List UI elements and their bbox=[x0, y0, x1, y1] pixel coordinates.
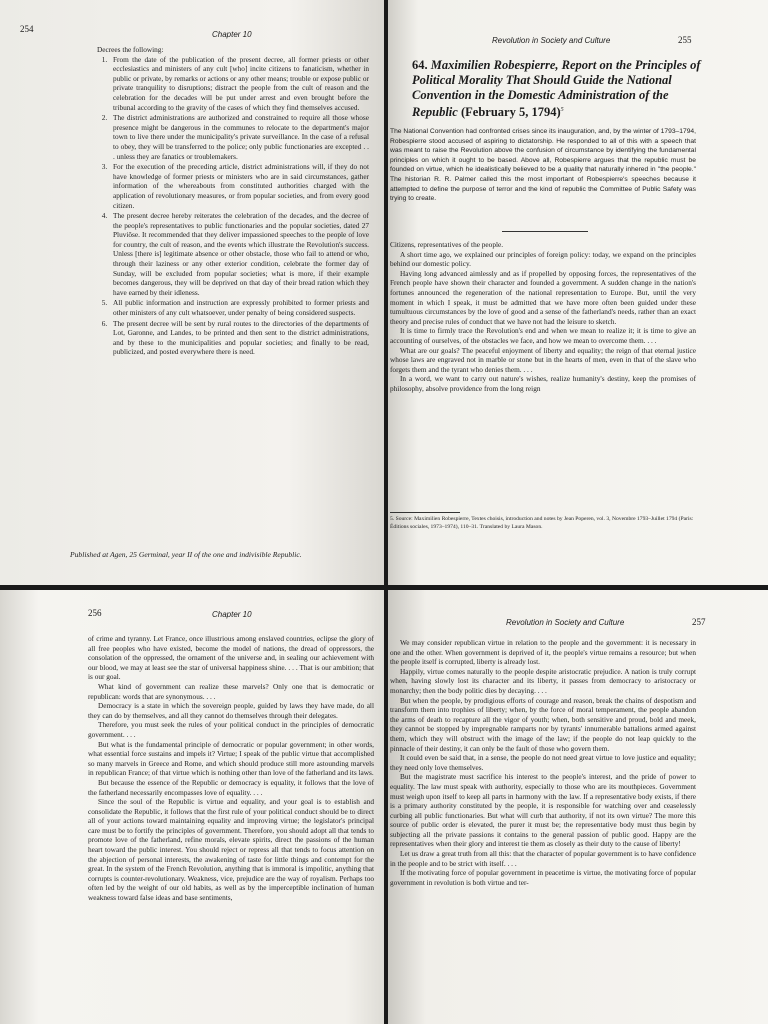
document-title-main: Maximilien Robespierre, Report on the Principles of Political Morality That Should Guide the National Convention in the Domestic Administration of the Republic bbox=[412, 58, 701, 120]
introduction bbox=[390, 127, 696, 204]
footnote: 5. Source: Maximilien Robespierre, Textes choisis, introduction and notes by Jean Poperen, vol. 3, Novembre 1793–Juillet 1794 (Paris: Éditions sociales, 1973–1974), 110–31. Translated by Laura Mason. bbox=[390, 516, 694, 530]
paragraph: It could even be said that, in a sense, the people do not need great virtue to love justice and equality; they need only love themselves. bbox=[390, 753, 696, 772]
footnote-marker: 5 bbox=[560, 107, 564, 113]
paragraph: In a word, we want to carry out nature's wishes, realize humanity's destiny, keep the promises of philosophy, absolve providence from the long reign bbox=[390, 374, 696, 393]
paragraph: Happily, virtue comes naturally to the people despite aristocratic prejudice. A nation is truly corrupt when, having slowly lost its character and its liberty, it passes from democracy to aristocracy or monarchy; then the body politic dies by decaying. . . . bbox=[390, 666, 696, 695]
speech-text bbox=[390, 638, 696, 887]
decree-item: 2. The district administrations are authorized and constrained to require all those whose presence might be dangerous in the communes to relocate to the department's major town to live there under the municipality's private surveillance. In the case of a refusal to obey, they will be transferred to the police; only public functionaries are excepted . . . unless they are fanatics or troublemakers. bbox=[109, 113, 369, 161]
running-head: Chapter 10 bbox=[212, 610, 252, 619]
page-255 bbox=[388, 0, 768, 585]
paragraph: But when the people, by prodigious efforts of courage and reason, break the chains of despotism and transform them into trophies of liberty; when, by the force of moral temperament, the people abandon the arms of death to recapture all the vigor of youth; when, both sensitive and proud, bold and meek, they cannot be stopped by impregnable ramparts nor by tyrants' innumerable battalions armed against them, which they will obstruct with the image of the law; if the people do not leap quickly to the pinnacle of their destiny, it can only be the fault of those who govern them. bbox=[390, 695, 696, 753]
page-257 bbox=[388, 590, 768, 1024]
paragraph: But the magistrate must sacrifice his interest to the people's interest, and the pride of power to equality. The law must speak with authority, especially to those who are its mouthpieces. Government must weigh upon itself to keep all parts in harmony with the law. If a representative body exists, if there is a primary authority constituted by the people, it is responsible for watching over and ceaselessly curbing all public functionaries. But what will curb that authority, if not its own virtue? The more this source of public order is elevated, the purer it must be; the representative body must thus begin by subjecting all the private passions it contains to the general passion of public good. Happy are the representatives when their glory and interest tie them as closely as their duty to the cause of liberty! bbox=[390, 772, 696, 849]
speech-text bbox=[88, 634, 374, 903]
paragraph: Having long advanced aimlessly and as if propelled by opposing forces, the representatives of the French people have shown their character and founded a government. A sudden change in the nation's fortunes announced the regeneration of the national representation to Europe. But, until the very moment in which I speak, it must be admitted that we have more often been guided under these tumultuous circumstances by the love of good and a sense of the fatherland's needs, rather than an exact theory and precise rules of conduct that we have not had the leisure to sketch. bbox=[390, 268, 696, 326]
introduction-text: The National Convention had confronted crises since its inauguration, and, by the winter of 1793–1794, Robespierre stood accused of aspiring to dictatorship. He responded to all of this with a speech that was meant to raise the Revolution above the confusion of circumstance by identifying the fundamental principles on which it ought to be based. Above all, Robespierre argues that the republic must be founded on virtue, which he idealistically believed to be a quality that naturally inhered in "the people." The historian R. R. Palmer called this the most important of Robespierre's speeches because it attempted to define the purpose of terror and the kind of republic the Committee of Public Safety was trying to create. bbox=[390, 128, 696, 203]
running-head: Revolution in Society and Culture bbox=[492, 36, 611, 45]
document-title bbox=[412, 58, 702, 120]
paragraph: of crime and tyranny. Let France, once illustrious among enslaved countries, eclipse the glory of all free peoples who have existed, become the model of nations, the dread of oppressors, the consolation of the oppressed, the ornament of the universe and, in sealing our achievement with our blood, we may at least see the star of universal happiness shine. . . . That is our ambition; that is our goal. bbox=[88, 634, 374, 682]
running-head: Revolution in Society and Culture bbox=[506, 618, 625, 627]
paragraph: Since the soul of the Republic is virtue and equality, and your goal is to establish and consolidate the Republic, it follows that the first rule of your political conduct should be to direct all of your actions toward maintaining equality and improving virtue; the legislator's principal care must be to fortify the principles of government. Therefore, you should adopt all that tends to promote love of the fatherland, refine morals, elevate spirits, direct the passions of the human heart toward the public interest. You should reject or repress all that tends to focus attention on the abjection of personal interests, the awakening of taste for little things and contempt for the great. In the system of the French Revolution, anything that is immoral is impolitic, anything that corrupts is counter-revolutionary. Weakness, vice, prejudice are the way of royalism. Perhaps too often led by the weight of our old habits, as well as by the imperceptible inclination of human weakness toward false ideas and base sentiments, bbox=[88, 797, 374, 903]
paragraph: But what is the fundamental principle of democratic or popular government; in other words, what essential force sustains and impels it? Virtue; I speak of the public virtue that accomplished so many marvels in Greece and Rome, and which should produce still more astounding marvels in republican France; of that virtue which is nothing other than love of the fatherland and its laws. bbox=[88, 739, 374, 778]
decree-list bbox=[97, 55, 369, 357]
decree-text bbox=[97, 45, 369, 358]
paragraph: Therefore, you must seek the rules of your political conduct in the principles of democratic government. . . . bbox=[88, 720, 374, 739]
decree-item: 1. From the date of the publication of the present decree, all former priests or other ecclesiastics and ministers of any cult [who] incite citizens to fanaticism, whether in public or private, by remarks or actions or any other means; trouble or expose public or private tranquility to disruptions; distract the people from the cult of reason and the celebration for the decades will be put under arrest and even brought before the tribunal according to the gravity of the cases of which they find themselves accused. bbox=[109, 55, 369, 113]
publication-note: Published at Agen, 25 Germinal, year II of the one and indivisible Republic. bbox=[70, 550, 302, 559]
paragraph: But because the essence of the Republic or democracy is equality, it follows that the love of the fatherland necessarily encompasses love of equality. . . . bbox=[88, 777, 374, 797]
paragraph: Citizens, representatives of the people. bbox=[390, 240, 504, 249]
page-256 bbox=[0, 590, 384, 1024]
paragraph: If the motivating force of popular government in peacetime is virtue, the motivating force of popular government in revolution is both virtue and ter- bbox=[390, 868, 696, 887]
page-number: 254 bbox=[20, 24, 34, 34]
decree-intro: Decrees the following: bbox=[97, 45, 164, 54]
paragraph: What are our goals? The peaceful enjoyment of liberty and equality; the reign of that eternal justice whose laws are engraved not in marble or stone but in the hearts of men, even in that of the slave who forgets them and the tyrant who denies them. . . . bbox=[390, 345, 696, 374]
decree-item: 6. The present decree will be sent by rural routes to the directories of the departments of Lot, Garonne, and Landes, to be printed and then sent to the district administrations, and by these to the municipalities and popular societies; and finally to be read, publicized, and posted everywhere there is need. bbox=[109, 319, 369, 357]
paragraph: It is time to firmly trace the Revolution's end and when we mean to realize it; it is time to give an accounting of ourselves, of the obstacles we face, and how we mean to overcome them. . . . bbox=[390, 326, 696, 345]
paragraph: We may consider republican virtue in relation to the people and the government: it is necessary in one and the other. When government is deprived of it, the people's virtue remains a resource; but when the people itself is corrupted, liberty is already lost. bbox=[390, 638, 696, 667]
page-number: 255 bbox=[678, 35, 692, 45]
page-number: 256 bbox=[88, 608, 102, 618]
paragraph: Democracy is a state in which the sovereign people, guided by laws they have made, do all they can do by themselves, and all they cannot do themselves through their delegates. bbox=[88, 701, 374, 720]
decree-item: 3. For the execution of the preceding article, district administrations will, if they do not have knowledge of former priests or ministers who are in said circumstances, gather information of the whereabouts from constituted authorities charged with the application of revolutionary measures, or from popular societies, and from every good citizen. bbox=[109, 162, 369, 210]
decree-item: 4. The present decree hereby reiterates the celebration of the decades, and the decree of the people's representatives to public functionaries and the popular societies, dated 27 Pluviôse. It recommended that they deliver impassioned speeches to the people of love for country, the cult of reason, and the events which illustrate the Revolution's success. Unless [there is] legitimate absence or other obstacle, those who fail to attend or who, through their laziness or any other exterior condition, celebrate the former day of Sunday, will be excluded from popular societies; what is more, if their example becomes dangerous, they will be deprived on that day of their bread ration which they have earned by their idleness. bbox=[109, 211, 369, 297]
document-date: (February 5, 1794) bbox=[460, 105, 561, 120]
section-divider bbox=[502, 231, 588, 232]
decree-item: 5. All public information and instruction are expressly prohibited to former priests and other ministers of any cult whatsoever, under penalty of being considered suspects. bbox=[109, 298, 369, 317]
paragraph: Let us draw a great truth from all this: that the character of popular government is to have confidence in the people and to be strict with itself. . . . bbox=[390, 849, 696, 868]
document-number: 64. bbox=[412, 58, 428, 72]
footnote-divider bbox=[390, 512, 460, 513]
paragraph: A short time ago, we explained our principles of foreign policy: today, we expand on the principles behind our domestic policy. bbox=[390, 249, 696, 269]
speech-text bbox=[390, 240, 696, 394]
page-254 bbox=[0, 0, 384, 585]
running-head: Chapter 10 bbox=[212, 30, 252, 39]
paragraph: What kind of government can realize these marvels? Only one that is democratic or republican: words that are synonymous. . . . bbox=[88, 681, 374, 701]
page-number: 257 bbox=[692, 617, 706, 627]
